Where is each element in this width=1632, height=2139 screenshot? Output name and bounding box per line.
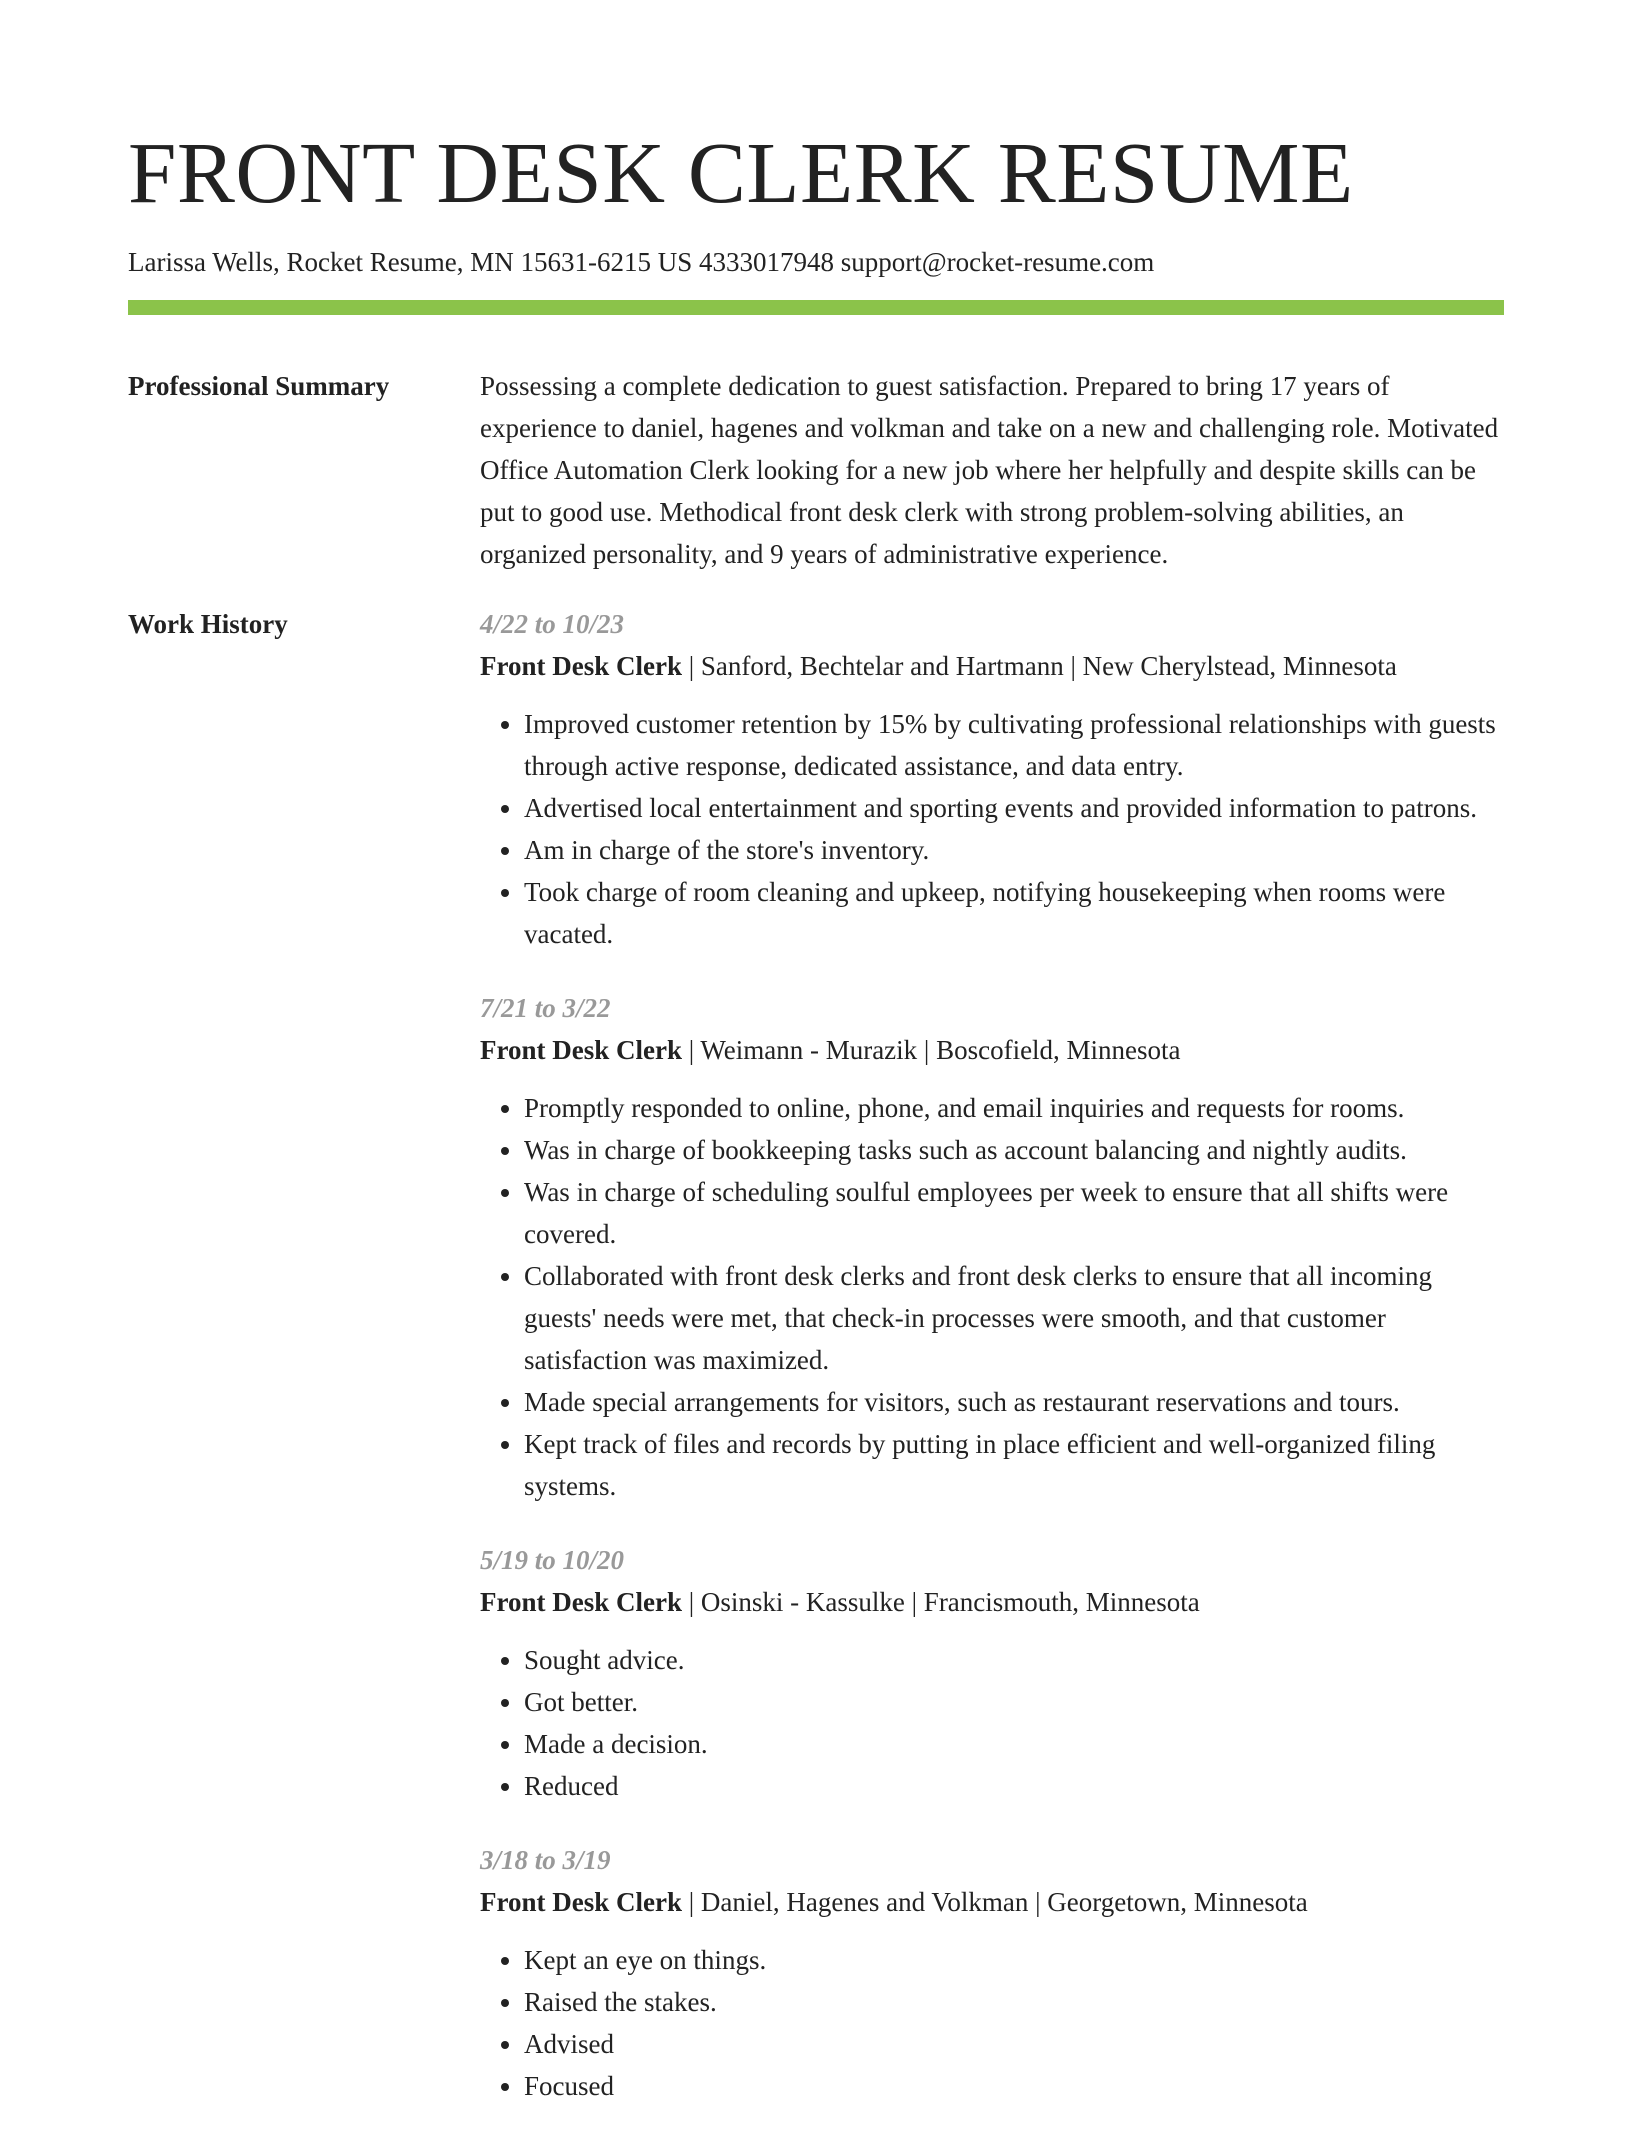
work-history-section (128, 603, 1504, 2139)
professional-summary-section (128, 365, 1504, 575)
job-bullet: • Advised (524, 2023, 1504, 2065)
job-bullet: • Kept an eye on things. (524, 1939, 1504, 1981)
job-bullet: • Made special arrangements for visitors, such as restaurant reservations and tours. (524, 1381, 1504, 1423)
job-entry (480, 603, 1504, 955)
job-bullet: • Kept track of files and records by putting in place efficient and well-organized filing systems. (524, 1423, 1504, 1507)
section-label-work-history: Work History (128, 609, 288, 639)
job-role: Front Desk Clerk (480, 1035, 682, 1065)
job-company-location: | Osinski - Kassulke | Francismouth, Minnesota (682, 1587, 1200, 1617)
job-bullet: • Took charge of room cleaning and upkeep, notifying housekeeping when rooms were vacated. (524, 871, 1504, 955)
job-title-line (480, 645, 1504, 687)
job-bullet: • Reduced (524, 1765, 1504, 1807)
job-dates: 5/19 to 10/20 (480, 1545, 625, 1575)
job-bullet: • Advertised local entertainment and sporting events and provided information to patrons. (524, 787, 1504, 829)
job-entry (480, 1839, 1504, 2107)
job-list (480, 603, 1504, 2139)
job-title-line (480, 1581, 1504, 1623)
job-bullet: • Sought advice. (524, 1639, 1504, 1681)
section-label-professional-summary: Professional Summary (128, 371, 390, 401)
resume-page (128, 0, 1504, 2139)
job-bullet: • Improved customer retention by 15% by cultivating professional relationships with guests through active response, dedicated assistance, and data entry. (524, 703, 1504, 787)
job-bullet-list (480, 703, 1504, 955)
job-company-location: | Sanford, Bechtelar and Hartmann | New Cherylstead, Minnesota (682, 651, 1397, 681)
contact-line: Larissa Wells, Rocket Resume, MN 15631-6215 US 4333017948 support@rocket-resume.com (128, 247, 1155, 277)
job-role: Front Desk Clerk (480, 651, 682, 681)
job-title-line (480, 1881, 1504, 1923)
job-role: Front Desk Clerk (480, 1887, 682, 1917)
job-role: Front Desk Clerk (480, 1587, 682, 1617)
job-dates: 3/18 to 3/19 (480, 1845, 611, 1875)
job-bullet: • Collaborated with front desk clerks and front desk clerks to ensure that all incoming guests' needs were met, that check-in processes were smooth, and that customer satisfaction was maximized. (524, 1255, 1504, 1381)
job-company-location: | Daniel, Hagenes and Volkman | Georgetown, Minnesota (682, 1887, 1308, 1917)
job-bullet: • Got better. (524, 1681, 1504, 1723)
job-bullet: • Raised the stakes. (524, 1981, 1504, 2023)
job-entry (480, 987, 1504, 1507)
job-bullet: • Made a decision. (524, 1723, 1504, 1765)
job-bullet: • Was in charge of scheduling soulful employees per week to ensure that all shifts were covered. (524, 1171, 1504, 1255)
job-company-location: | Weimann - Murazik | Boscofield, Minnesota (682, 1035, 1181, 1065)
job-bullet: • Focused (524, 2065, 1504, 2107)
summary-text: Possessing a complete dedication to guest satisfaction. Prepared to bring 17 years of experience to daniel, hagenes and volkman and take on a new and challenging role. Motivated Office Automation Clerk looking for a new job where her helpfully and despite skills can be put to good use. Methodical front desk clerk with strong problem-solving abilities, an organized personality, and 9 years of administrative experience. (480, 371, 1499, 569)
job-bullet-list (480, 1087, 1504, 1507)
job-bullet: • Promptly responded to online, phone, and email inquiries and requests for rooms. (524, 1087, 1504, 1129)
job-title-line (480, 1029, 1504, 1071)
job-bullet-list (480, 1639, 1504, 1807)
accent-divider (128, 300, 1504, 315)
job-bullet-list (480, 1939, 1504, 2107)
job-entry (480, 1539, 1504, 1807)
job-bullet: • Was in charge of bookkeeping tasks such as account balancing and nightly audits. (524, 1129, 1504, 1171)
job-bullet: • Am in charge of the store's inventory. (524, 829, 1504, 871)
job-dates: 4/22 to 10/23 (480, 609, 625, 639)
job-dates: 7/21 to 3/22 (480, 993, 611, 1023)
resume-title: FRONT DESK CLERK RESUME (128, 124, 1354, 221)
